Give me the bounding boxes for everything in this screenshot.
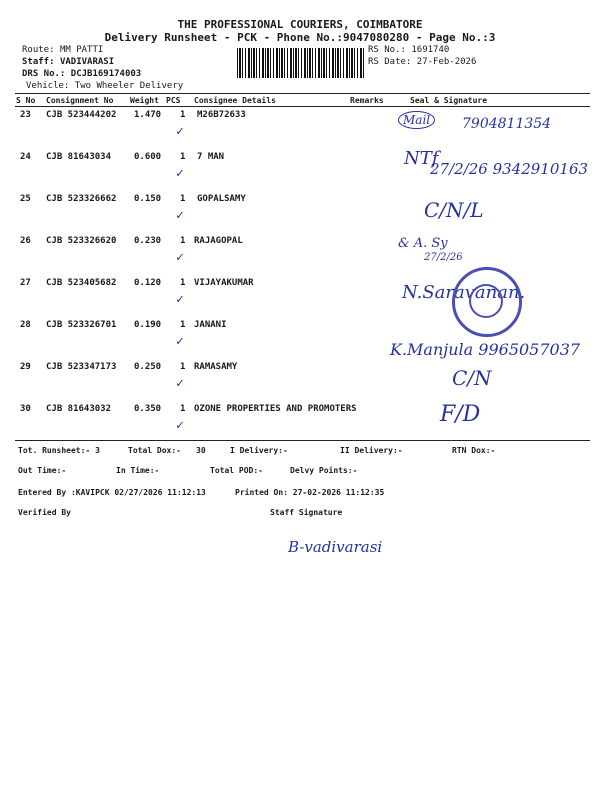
signature-row-24: 27/2/26 9342910163	[430, 160, 589, 178]
row-consignment: CJB 523347173	[46, 362, 117, 372]
col-weight: Weight	[130, 96, 159, 105]
staff-label: Staff:	[22, 57, 55, 67]
signature-row-26-scribble: & A. Sy	[398, 236, 448, 251]
in-time: In Time:-	[116, 466, 160, 475]
check-icon: ✓	[176, 208, 184, 223]
drs-value: DCJB169174003	[70, 69, 142, 79]
seal-inner-ring	[469, 284, 503, 318]
signature-row-25: C/N/L	[424, 198, 484, 222]
rtn-dox: RTN Dox:-	[452, 446, 496, 455]
signature-row-27-scribble: N.Saravanan.	[402, 282, 526, 303]
company-seal	[452, 267, 522, 337]
col-pcs: PCS	[166, 96, 181, 105]
verified-by: Verified By	[18, 508, 71, 517]
signature-row-24-scribble: NTf	[404, 148, 439, 169]
row-weight: 1.470	[134, 110, 162, 120]
row-consignment: CJB 523405682	[46, 278, 117, 288]
staff-signature-label: Staff Signature	[270, 508, 343, 517]
tot-runsheet: Tot. Runsheet:- 3	[18, 446, 100, 455]
col-sno: S No	[16, 96, 36, 105]
row-weight: 0.190	[134, 320, 162, 330]
row-weight: 0.120	[134, 278, 162, 288]
row-consignee: GOPALSAMY	[197, 194, 246, 204]
row-pcs: 1	[180, 236, 186, 246]
delvy-points: Delvy Points:-	[290, 466, 358, 475]
row-pcs: 1	[180, 110, 186, 120]
printed-on: Printed On: 27-02-2026 11:12:35	[235, 488, 385, 497]
table-row	[0, 236, 600, 278]
row-consignee: M26B72633	[197, 110, 246, 120]
check-icon: ✓	[176, 292, 184, 307]
entered-by: Entered By :KAVIPCK 02/27/2026 11:12:13	[18, 488, 206, 497]
row-sno: 27	[20, 278, 31, 288]
check-icon: ✓	[176, 124, 184, 139]
signature-row-26: 27/2/26	[424, 252, 463, 263]
out-time: Out Time:-	[18, 466, 67, 475]
total-dox-label: Total Dox:-	[128, 446, 181, 455]
row-weight: 0.600	[134, 152, 162, 162]
check-icon: ✓	[176, 418, 184, 433]
i-delivery: I Delivery:-	[230, 446, 288, 455]
row-consignment: CJB 523326662	[46, 194, 117, 204]
row-sno: 30	[20, 404, 31, 414]
row-weight: 0.250	[134, 362, 162, 372]
row-pcs: 1	[180, 278, 186, 288]
check-icon: ✓	[176, 334, 184, 349]
route-line	[22, 45, 103, 55]
row-pcs: 1	[180, 152, 186, 162]
check-icon: ✓	[176, 166, 184, 181]
rs-no-line	[368, 45, 449, 55]
col-remarks: Remarks	[350, 96, 384, 105]
row-consignee: OZONE PROPERTIES AND PROMOTERS	[194, 404, 357, 414]
check-icon: ✓	[176, 250, 184, 265]
company-title: THE PROFESSIONAL COURIERS, COIMBATORE	[177, 18, 423, 31]
row-consignee: 7 MAN	[197, 152, 225, 162]
staff-signature: B-vadivarasi	[288, 538, 383, 556]
rs-no-value: 1691740	[411, 45, 450, 55]
rs-date-label: RS Date:	[368, 57, 412, 67]
table-row	[0, 194, 600, 236]
row-pcs: 1	[180, 320, 186, 330]
barcode	[237, 48, 365, 78]
vehicle-line	[26, 81, 183, 91]
footer-top-rule	[15, 440, 590, 441]
row-sno: 26	[20, 236, 31, 246]
signature-row-23-scribble: Mail	[398, 111, 435, 129]
row-consignment: CJB 523326701	[46, 320, 117, 330]
row-consignee: RAJAGOPAL	[194, 236, 243, 246]
vehicle-value: Two Wheeler Delivery	[74, 81, 184, 91]
staff-value: VADIVARASI	[59, 57, 115, 67]
signature-row-23: 7904811354	[462, 116, 552, 132]
signature-row-29-status: C/N	[452, 366, 492, 390]
rs-no-label: RS No.:	[368, 45, 406, 55]
row-weight: 0.350	[134, 404, 162, 414]
route-label: Route:	[22, 45, 55, 55]
row-sno: 24	[20, 152, 31, 162]
row-consignment: CJB 81643032	[46, 404, 112, 414]
drs-line	[22, 69, 141, 79]
header-bottom-rule	[15, 106, 590, 107]
col-consignment: Consignment No	[46, 96, 114, 105]
row-sno: 29	[20, 362, 31, 372]
row-weight: 0.150	[134, 194, 162, 204]
row-consignment: CJB 523326620	[46, 236, 117, 246]
table-row	[0, 362, 600, 404]
col-seal-signature: Seal & Signature	[410, 96, 488, 105]
signature-row-29: K.Manjula 9965057037	[390, 340, 581, 359]
row-sno: 28	[20, 320, 31, 330]
row-consignee: RAMASAMY	[194, 362, 238, 372]
ii-delivery: II Delivery:-	[340, 446, 403, 455]
row-consignee: JANANI	[194, 320, 227, 330]
route-value: MM PATTI	[59, 45, 104, 55]
row-sno: 25	[20, 194, 31, 204]
row-pcs: 1	[180, 362, 186, 372]
row-consignment: CJB 523444202	[46, 110, 117, 120]
col-consignee: Consignee Details	[194, 96, 276, 105]
header-top-rule	[15, 93, 590, 94]
row-sno: 23	[20, 110, 31, 120]
row-pcs: 1	[180, 404, 186, 414]
row-weight: 0.230	[134, 236, 162, 246]
signature-row-30: F/D	[440, 402, 481, 427]
row-pcs: 1	[180, 194, 186, 204]
check-icon: ✓	[176, 376, 184, 391]
total-pod: Total POD:-	[210, 466, 263, 475]
rs-date-value: 27-Feb-2026	[416, 57, 477, 67]
row-consignment: CJB 81643034	[46, 152, 112, 162]
rs-date-line	[368, 57, 476, 67]
runsheet-title: Delivery Runsheet - PCK - Phone No.:9047080280 - Page No.:3	[104, 31, 496, 44]
row-consignee: VIJAYAKUMAR	[194, 278, 254, 288]
vehicle-label: Vehicle:	[26, 81, 70, 91]
staff-line	[22, 57, 114, 67]
drs-label: DRS No.:	[22, 69, 66, 79]
total-dox-value: 30	[196, 446, 206, 455]
